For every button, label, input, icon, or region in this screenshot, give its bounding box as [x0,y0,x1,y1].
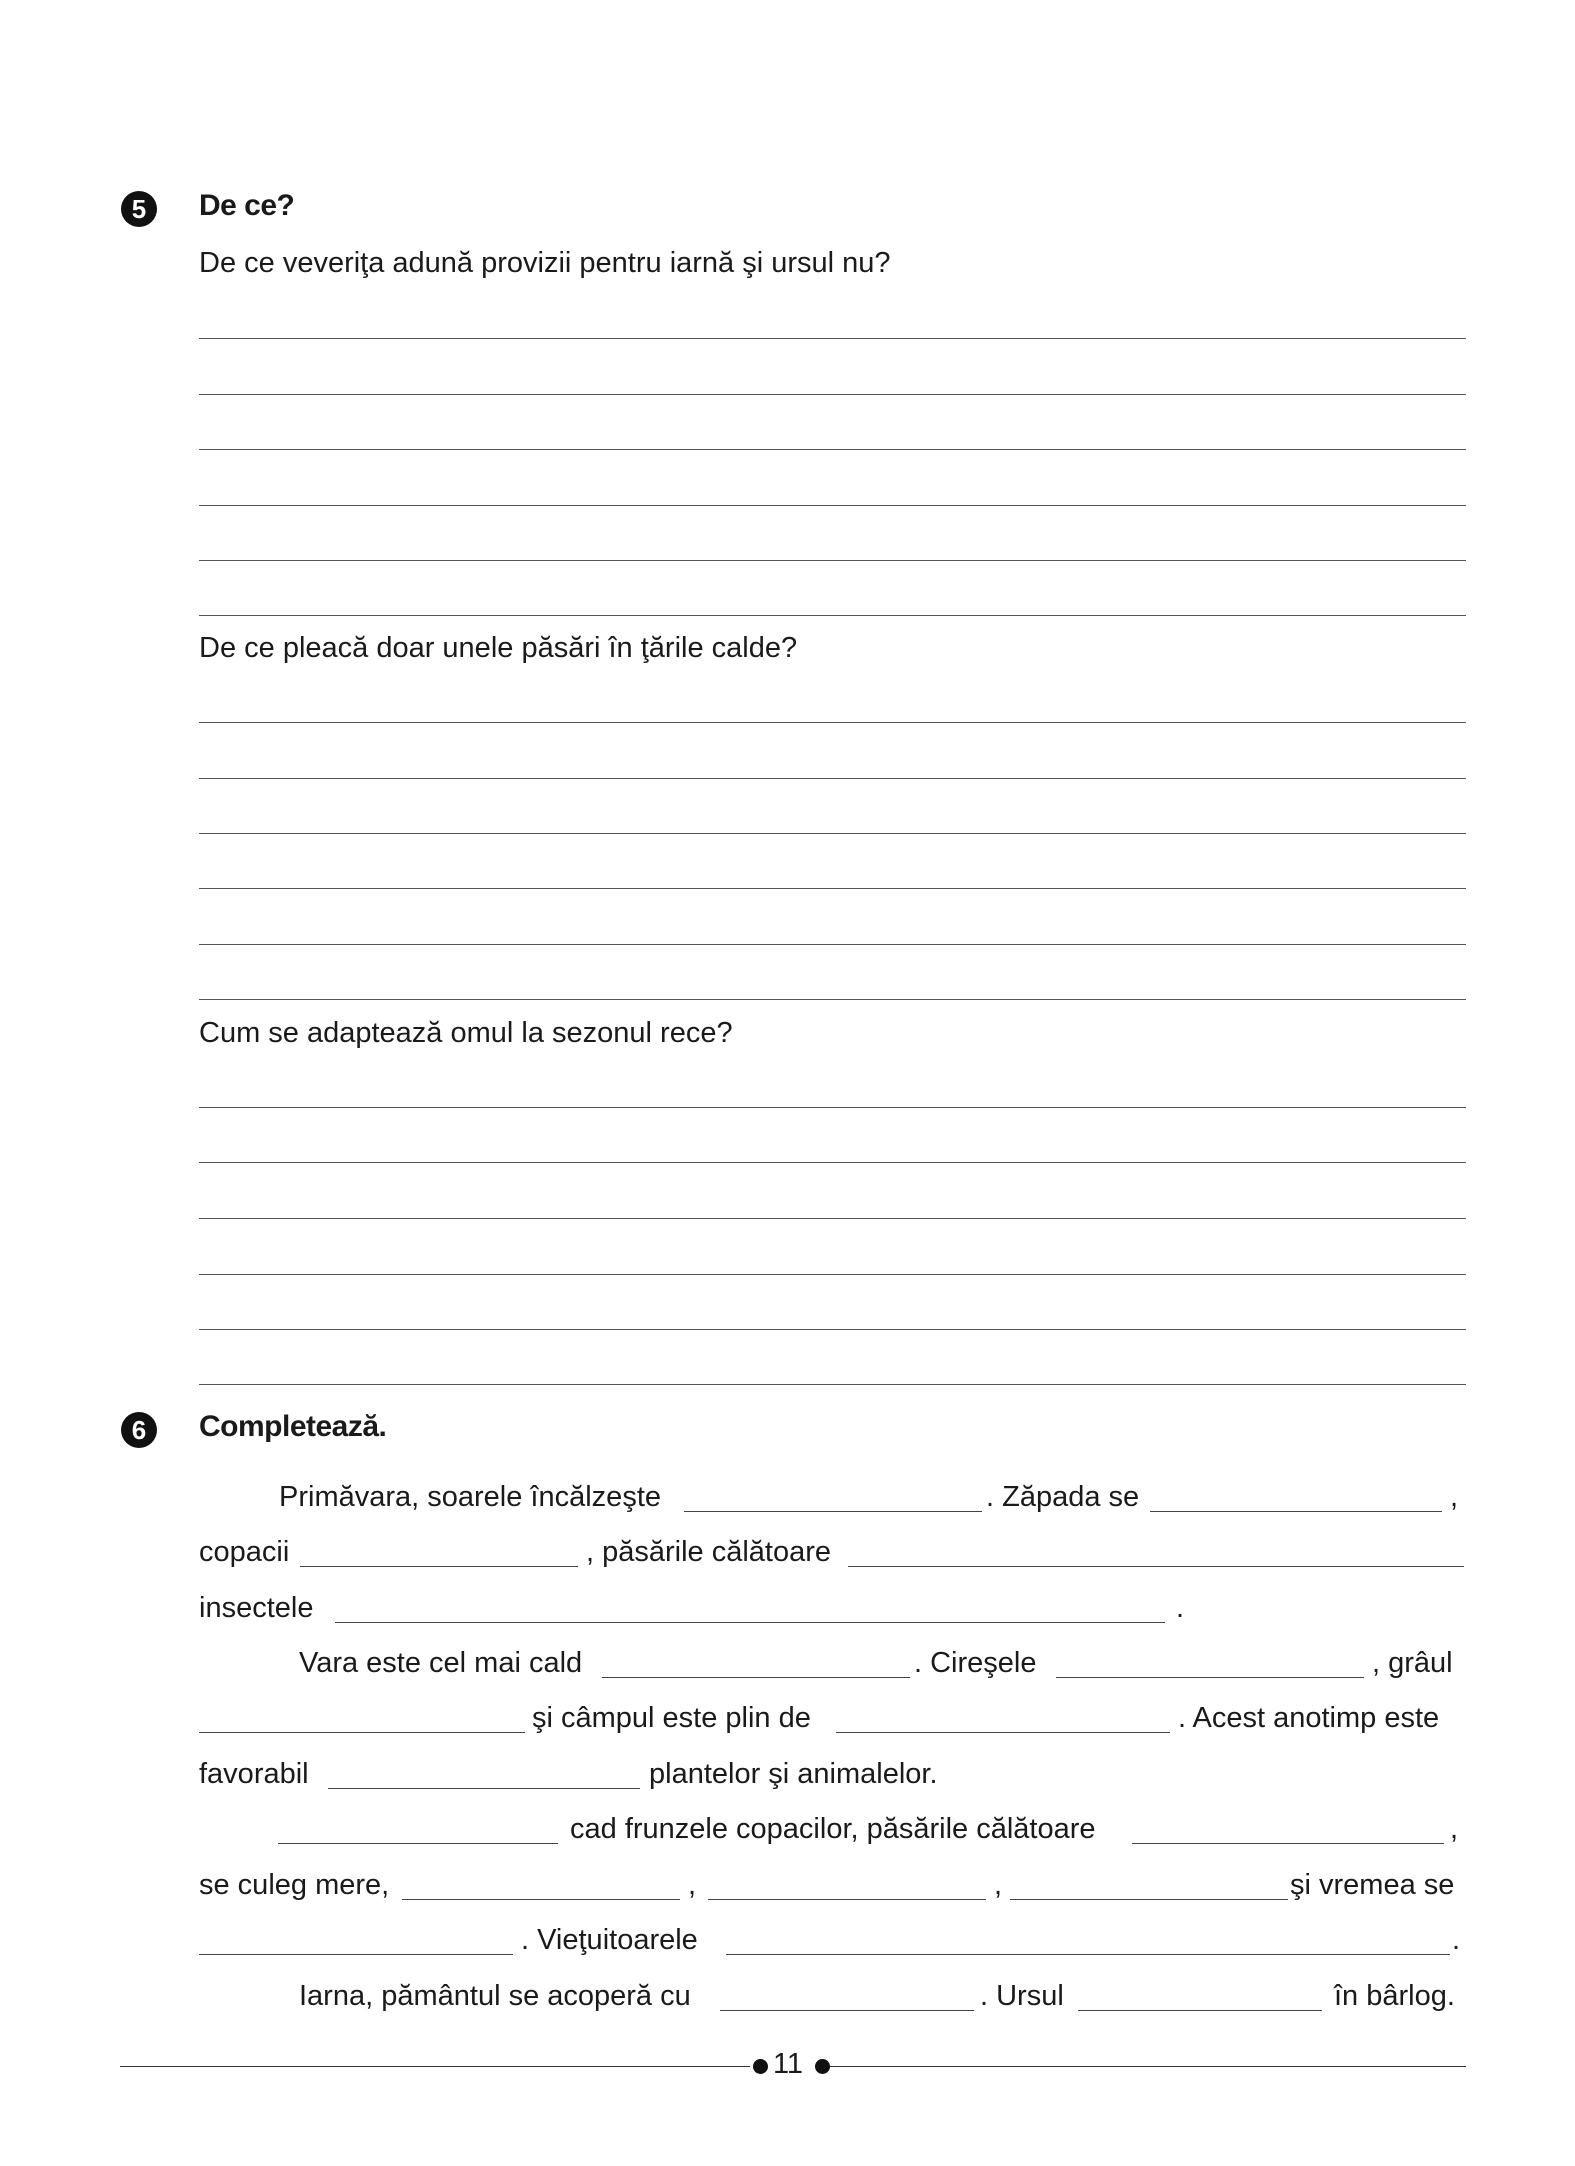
exercise-number-badge [121,191,157,227]
exercise-number: 5 [131,194,147,224]
answer-line[interactable] [199,888,1466,889]
answer-line[interactable] [199,1107,1466,1108]
text-segment: . Ursul [980,1980,1064,2012]
text-segment: . [1452,1924,1461,1956]
blank-field[interactable] [1010,1899,1288,1900]
answer-line[interactable] [199,560,1466,561]
answer-line[interactable] [199,778,1466,779]
blank-field[interactable] [300,1566,578,1567]
blank-field[interactable] [199,1732,525,1733]
text-segment: . Zăpada se [986,1481,1140,1513]
text-segment: , [1450,1481,1459,1513]
exercise-title: Completează. [199,1410,387,1443]
fill-row [0,1923,1575,1963]
text-segment: şi vremea se [1290,1869,1455,1901]
text-segment: insectele [199,1592,314,1624]
fill-row [0,1646,1575,1686]
answer-line[interactable] [199,1218,1466,1219]
answer-line[interactable] [199,1384,1466,1385]
text-segment: cad frunzele copacilor, păsările călătoare [570,1813,1096,1845]
exercise-title: De ce? [199,189,295,222]
blank-field[interactable] [199,1954,513,1955]
text-segment: Primăvara, soarele încălzeşte [279,1481,661,1513]
answer-line[interactable] [199,615,1466,616]
text-segment: , [994,1869,1003,1901]
blank-field[interactable] [328,1788,640,1789]
text-segment: copacii [199,1536,290,1568]
blank-field[interactable] [684,1511,982,1512]
blank-field[interactable] [1056,1677,1364,1678]
fill-row [0,1757,1575,1797]
exercise-number: 6 [131,1415,147,1445]
text-segment: Iarna, pământul se acoperă cu [299,1980,691,2012]
answer-line[interactable] [199,722,1466,723]
fill-row [0,1701,1575,1741]
text-segment: . Cireşele [914,1647,1037,1679]
answer-line[interactable] [199,1162,1466,1163]
answer-line[interactable] [199,338,1466,339]
text-segment: . Acest anotimp este [1178,1702,1440,1734]
blank-field[interactable] [335,1622,1165,1623]
footer-rule-right [826,2066,1466,2067]
answer-line[interactable] [199,394,1466,395]
text-segment: . Vieţuitoarele [521,1924,698,1956]
question-1: De ce veveriţa adună provizii pentru iarnă şi ursul nu? [199,247,891,279]
text-segment: , [688,1869,697,1901]
answer-line[interactable] [199,944,1466,945]
exercise-number-badge [121,1412,157,1448]
blank-field[interactable] [602,1677,910,1678]
blank-field[interactable] [1078,2010,1322,2011]
blank-field[interactable] [1132,1843,1444,1844]
fill-row [0,1812,1575,1852]
question-2: De ce pleacă doar unele păsări în ţările calde? [199,632,798,664]
text-segment: se culeg mere, [199,1869,390,1901]
blank-field[interactable] [278,1843,558,1844]
fill-row [0,1868,1575,1908]
answer-line[interactable] [199,833,1466,834]
blank-field[interactable] [720,2010,974,2011]
fill-row [0,1591,1575,1631]
answer-line[interactable] [199,449,1466,450]
text-segment: şi câmpul este plin de [532,1702,811,1734]
text-segment: , [1450,1813,1459,1845]
blank-field[interactable] [708,1899,986,1900]
answer-line[interactable] [199,1329,1466,1330]
answer-line[interactable] [199,999,1466,1000]
blank-field[interactable] [726,1954,1450,1955]
text-segment: , grâul [1372,1647,1453,1679]
fill-row [0,1480,1575,1520]
fill-row [0,1979,1575,2019]
answer-line[interactable] [199,505,1466,506]
text-segment: . [1176,1592,1185,1624]
text-segment: favorabil [199,1758,309,1790]
blank-field[interactable] [1150,1511,1442,1512]
blank-field[interactable] [848,1566,1464,1567]
text-segment: plantelor şi animalelor. [649,1758,938,1790]
text-segment: în bârlog. [1334,1980,1455,2012]
footer-rule-left [120,2066,750,2067]
fill-row [0,1535,1575,1575]
blank-field[interactable] [836,1732,1170,1733]
answer-line[interactable] [199,1274,1466,1275]
blank-field[interactable] [402,1899,680,1900]
page-number: 11 [772,2048,804,2080]
text-segment: Vara este cel mai cald [299,1647,583,1679]
question-3: Cum se adaptează omul la sezonul rece? [199,1017,733,1049]
text-segment: , păsările călătoare [586,1536,832,1568]
